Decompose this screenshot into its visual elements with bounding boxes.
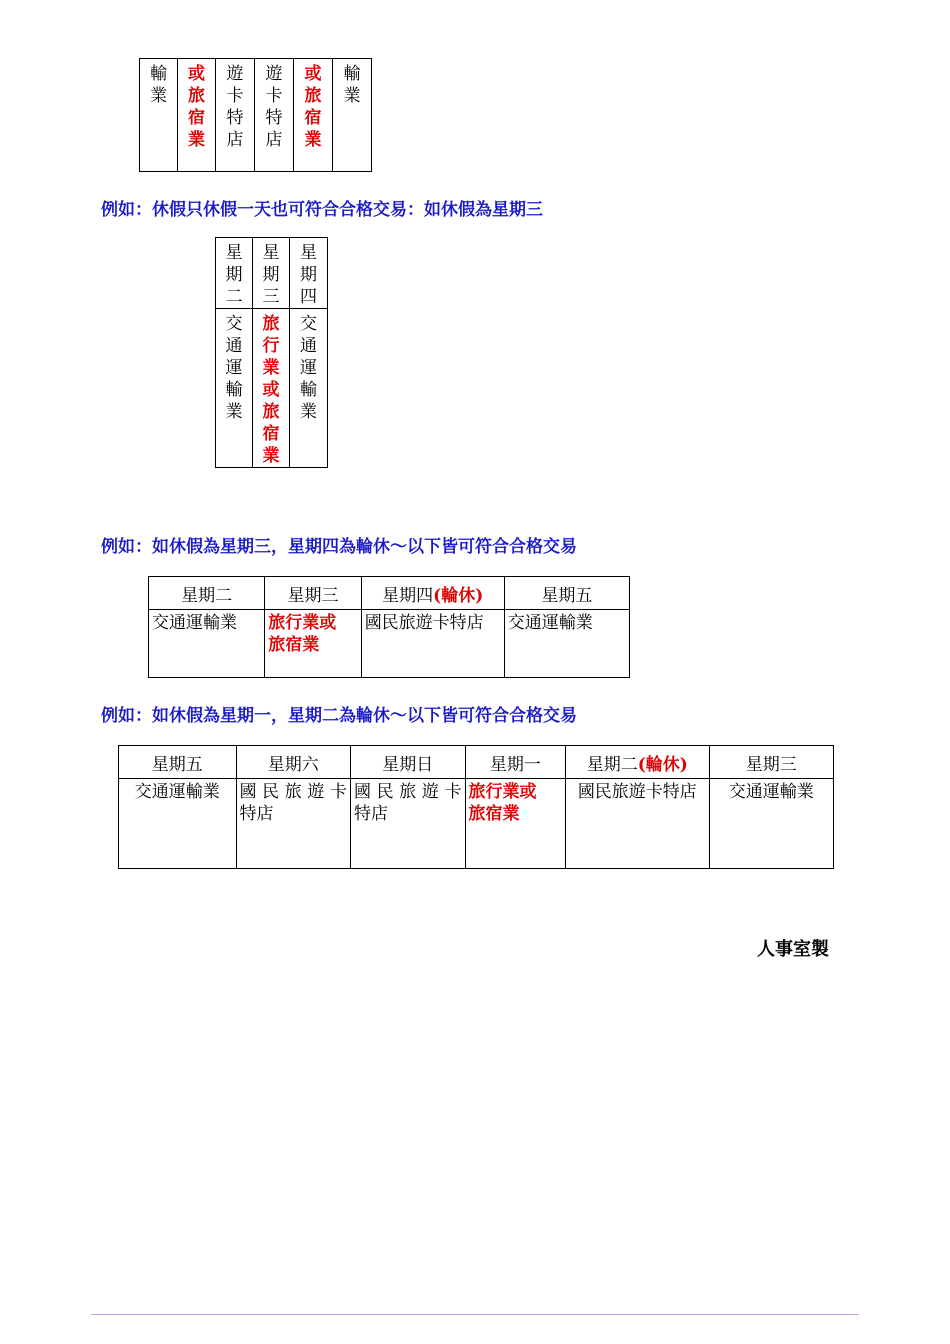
- vertical-char: 期: [225, 265, 243, 285]
- vertical-char: 宿: [304, 108, 322, 128]
- day-label: 星期一: [489, 754, 541, 775]
- example3-category-cell: [119, 779, 237, 869]
- vertical-char: 三: [262, 287, 280, 307]
- example1-day-cell: [216, 238, 253, 309]
- vertical-char: 星: [225, 243, 243, 263]
- example3-category-cell: [709, 779, 834, 869]
- vertical-char: 星: [262, 243, 280, 263]
- category-line: 特店: [354, 804, 389, 824]
- vertical-char: 旅: [188, 86, 205, 106]
- top-table-row: [140, 59, 372, 172]
- vertical-char: 四: [300, 287, 317, 307]
- vertical-char: 輸: [343, 64, 361, 84]
- category-line: 旅宿業: [468, 804, 520, 824]
- example2-body-row: [149, 610, 630, 678]
- example3-day-header: [119, 746, 237, 779]
- vertical-char: 輸: [150, 64, 167, 84]
- example3-header-row: [119, 746, 834, 779]
- category-line: 旅宿業: [268, 635, 320, 655]
- example3-table: [118, 745, 834, 869]
- vertical-char: 旅: [304, 86, 322, 106]
- example3-category-cell: [236, 779, 351, 869]
- example2-heading: 例如：如休假為星期三，星期四為輪休～以下皆可符合合格交易: [101, 537, 577, 557]
- vertical-char: 業: [343, 86, 361, 106]
- top-vertical-table: [139, 58, 372, 172]
- example1-day-cell: [253, 238, 290, 309]
- top-table-cell: [333, 59, 372, 172]
- vertical-char: 業: [225, 402, 243, 422]
- category-line: 國民旅遊卡特店: [577, 782, 697, 802]
- example1-heading: 例如：休假只休假一天也可符合合格交易：如休假為星期三: [101, 200, 543, 220]
- vertical-char: 旅: [262, 402, 280, 422]
- example1-category-cell: [253, 309, 290, 468]
- category-line: 交通運輸業: [507, 613, 593, 633]
- vertical-char: 運: [225, 358, 243, 378]
- category-line: 旅行業或: [268, 613, 337, 633]
- day-label: 星期日: [382, 754, 434, 775]
- day-label: 星期三: [745, 754, 797, 775]
- vertical-char: 店: [265, 130, 283, 150]
- vertical-char: 期: [300, 265, 317, 285]
- category-line: 交通運輸業: [728, 782, 814, 802]
- vertical-char: 業: [300, 402, 317, 422]
- example1-header-row: [216, 238, 328, 309]
- vertical-char: 輸: [225, 380, 243, 400]
- vertical-char: 宿: [262, 424, 280, 444]
- vertical-char: 業: [150, 86, 167, 106]
- day-label: 星期三: [287, 585, 339, 606]
- vertical-char: 輸: [300, 380, 317, 400]
- vertical-char: 宿: [188, 108, 205, 128]
- vertical-char: 星: [300, 243, 317, 263]
- category-line: 交通運輸業: [134, 782, 220, 802]
- vertical-char: 特: [226, 108, 244, 128]
- vertical-char: 期: [262, 265, 280, 285]
- day-label: 星期二: [586, 754, 638, 775]
- vertical-char: 或: [304, 64, 322, 84]
- category-line: 國民旅遊卡: [354, 782, 462, 802]
- day-label: 星期六: [267, 754, 319, 775]
- example2-table: [148, 576, 630, 678]
- vertical-char: 業: [262, 446, 280, 466]
- example2-day-header: [265, 577, 361, 610]
- day-label: 星期四: [382, 585, 434, 606]
- category-line: 旅行業或: [468, 782, 537, 802]
- example3-heading: 例如：如休假為星期一，星期二為輪休～以下皆可符合合格交易: [101, 706, 577, 726]
- vertical-char: 交: [300, 314, 317, 334]
- example2-category-cell: [149, 610, 265, 678]
- top-table-cell: [178, 59, 216, 172]
- example2-category-cell: [504, 610, 629, 678]
- vertical-char: 交: [225, 314, 243, 334]
- example3-day-header: [465, 746, 566, 779]
- example3-day-header: [566, 746, 709, 779]
- example1-category-cell: [216, 309, 253, 468]
- category-line: 國民旅遊卡: [239, 782, 348, 802]
- vertical-char: 旅: [262, 314, 280, 334]
- top-table-cell: [140, 59, 178, 172]
- top-table-cell: [216, 59, 255, 172]
- example1-body-row: [216, 309, 328, 468]
- example1-category-cell: [290, 309, 328, 468]
- example3-category-cell: [351, 779, 466, 869]
- rest-day-note: (輪休): [637, 754, 688, 775]
- example1-day-cell: [290, 238, 328, 309]
- day-label: 星期五: [151, 754, 203, 775]
- vertical-char: 通: [300, 336, 317, 356]
- example1-table: [215, 237, 328, 468]
- vertical-char: 業: [262, 358, 280, 378]
- rest-day-note: (輪休): [433, 585, 484, 606]
- category-line: 特店: [239, 804, 274, 824]
- vertical-char: 或: [188, 64, 205, 84]
- example2-day-header: [361, 577, 504, 610]
- example2-category-cell: [361, 610, 504, 678]
- example3-day-header: [236, 746, 351, 779]
- example3-day-header: [351, 746, 466, 779]
- category-line: 國民旅遊卡特店: [364, 613, 484, 633]
- example3-body-row: [119, 779, 834, 869]
- example3-day-header: [709, 746, 834, 779]
- vertical-char: 業: [188, 130, 205, 150]
- example2-day-header: [149, 577, 265, 610]
- example2-header-row: [149, 577, 630, 610]
- example2-day-header: [504, 577, 629, 610]
- example3-category-cell: [566, 779, 709, 869]
- vertical-char: 二: [225, 287, 243, 307]
- vertical-char: 或: [262, 380, 280, 400]
- top-table-cell: [294, 59, 333, 172]
- footer-rule: [91, 1314, 859, 1315]
- day-label: 星期五: [541, 585, 593, 606]
- vertical-char: 卡: [226, 86, 244, 106]
- signature: 人事室製: [757, 939, 829, 960]
- vertical-char: 特: [265, 108, 283, 128]
- example2-category-cell: [265, 610, 361, 678]
- category-line: 交通運輸業: [152, 613, 237, 633]
- vertical-char: 卡: [265, 86, 283, 106]
- vertical-char: 遊: [265, 64, 283, 84]
- example3-category-cell: [465, 779, 566, 869]
- vertical-char: 通: [225, 336, 243, 356]
- top-table-cell: [255, 59, 294, 172]
- vertical-char: 店: [226, 130, 244, 150]
- day-label: 星期二: [181, 585, 233, 606]
- vertical-char: 運: [300, 358, 317, 378]
- vertical-char: 行: [262, 336, 280, 356]
- vertical-char: 業: [304, 130, 322, 150]
- vertical-char: 遊: [226, 64, 244, 84]
